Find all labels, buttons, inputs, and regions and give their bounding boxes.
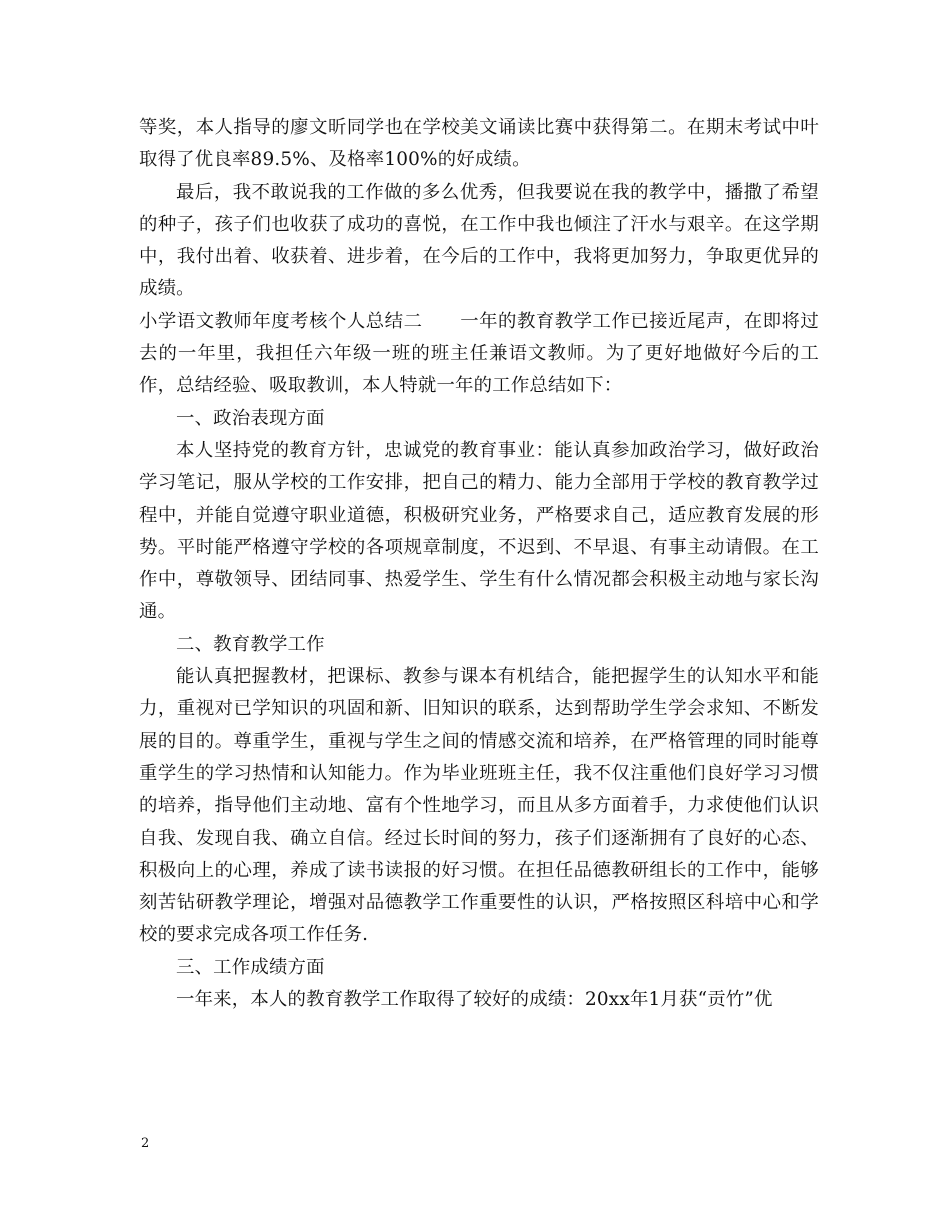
page-number: 2 (141, 1136, 150, 1151)
paragraph-summary-two-intro: 小学语文教师年度考核个人总结二 一年的教育教学工作已接近尾声，在即将过去的一年里，我担任六年级一班的班主任兼语文教师。为了更好地做好今后的工作，总结经验、吸取教训，本人特就一年的工作总结如下： (139, 310, 819, 397)
paragraph-closing-remarks: 最后，我不敢说我的工作做的多么优秀，但我要说在我的教学中，播撒了希望的种子，孩子们也收获了成功的喜悦，在工作中我也倾注了汗水与艰辛。在这学期中，我付出着、收获着、进步着，在今后的工作中，我将更加努力，争取更优异的成绩。 (139, 181, 819, 300)
section-heading-political: 一、政治表现方面 (176, 407, 325, 429)
paragraph-achievements: 一年来，本人的教育教学工作取得了较好的成绩：20xx年1月获“贡竹”优 (176, 989, 773, 1011)
paragraph-teaching: 能认真把握教材，把课标、教参与课本有机结合，能把握学生的认知水平和能力，重视对已学知识的巩固和新、旧知识的联系，达到帮助学生学会求知、不断发展的目的。尊重学生，重视与学生之间的情感交流和培养，在严格管理的同时能尊重学生的学习热情和认知能力。作为毕业班班主任，我不仅注重他们良好学习习惯的培养，指导他们主动地、富有个性地学习，而且从多方面着手，力求使他们认识自我、发现自我、确立自信。经过长时间的努力，孩子们逐渐拥有了良好的心态、积极向上的心理，养成了读书读报的好习惯。在担任品德教研组长的工作中，能够刻苦钻研教学理论，增强对品德教学工作重要性的认识，严格按照区科培中心和学校的要求完成各项工作任务. (139, 666, 819, 946)
paragraph-political: 本人坚持党的教育方针，忠诚党的教育事业：能认真参加政治学习，做好政治学习笔记，服从学校的工作安排，把自己的精力、能力全部用于学校的教育教学过程中，并能自觉遵守职业道德，积极研究业务，严格要求自己，适应教育发展的形势。平时能严格遵守学校的各项规章制度，不迟到、不早退、有事主动请假。在工作中，尊敬领导、团结同事、热爱学生、学生有什么情况都会积极主动地与家长沟通。 (139, 439, 819, 623)
section-heading-teaching: 二、教育教学工作 (176, 633, 325, 655)
paragraph-continuation: 等奖，本人指导的廖文昕同学也在学校美文诵读比赛中获得第二。在期末考试中叶取得了优良率89.5%、及格率100%的好成绩。 (139, 117, 819, 171)
document-body (139, 112, 819, 1016)
section-heading-achievements: 三、工作成绩方面 (176, 956, 325, 978)
